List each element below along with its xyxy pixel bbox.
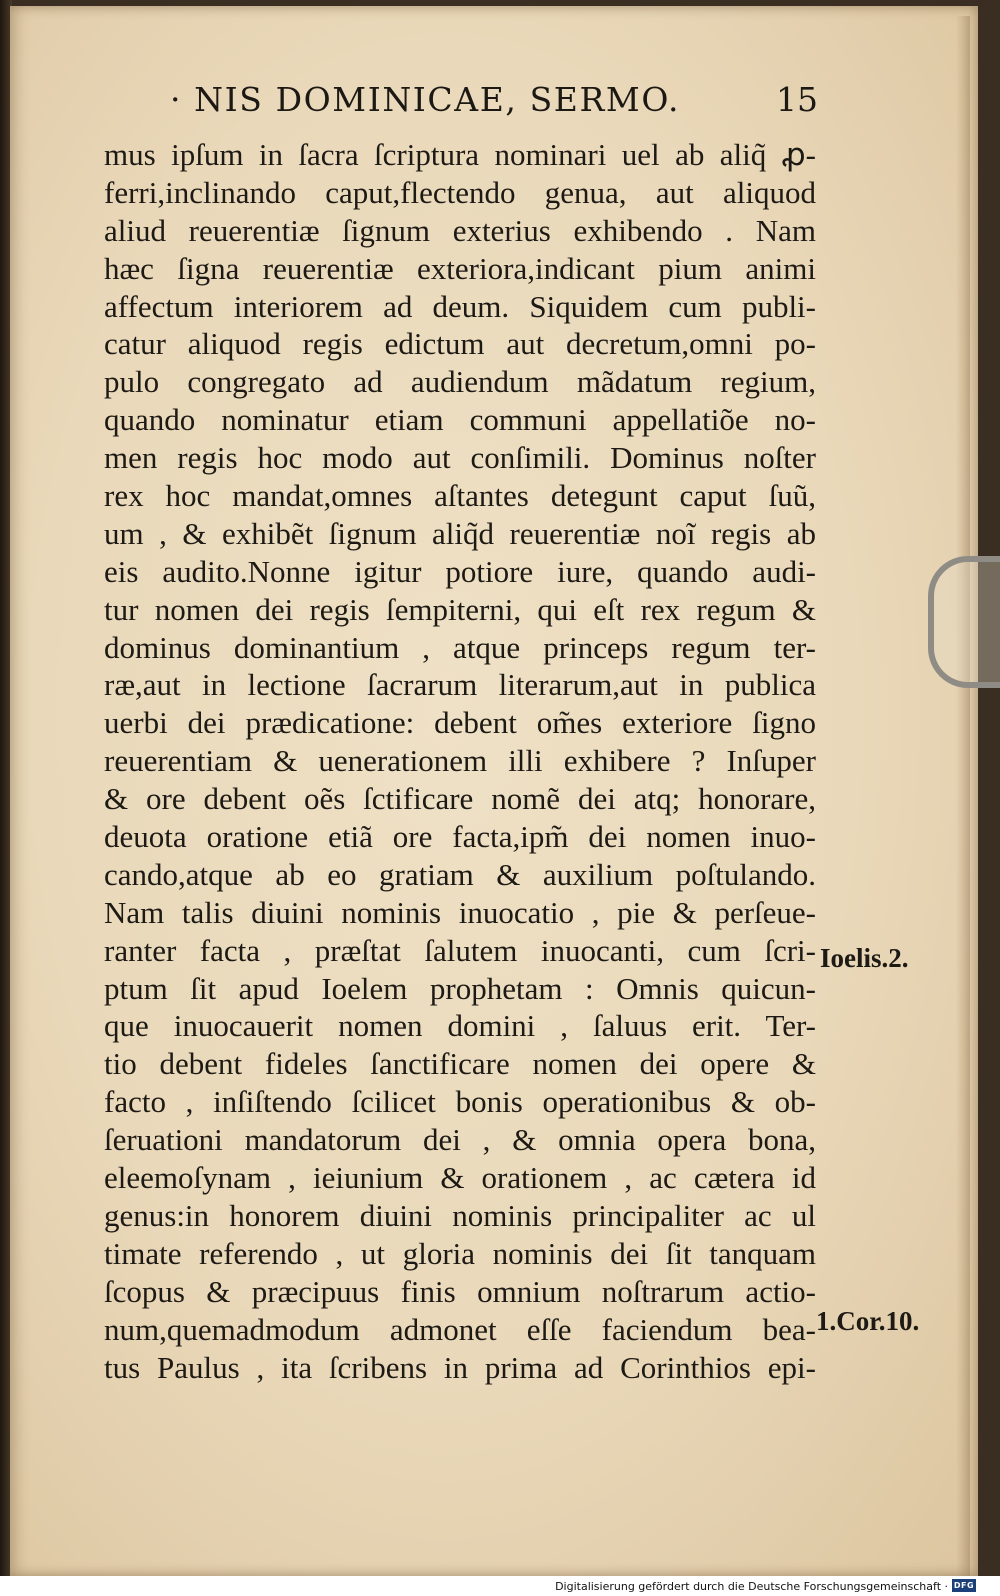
text-line: catur aliquod regis edictum aut decretum,omni po- (104, 326, 816, 362)
page-fore-edge-shadow (956, 16, 970, 1576)
text-line: pulo congregato ad audiendum mãdatum regium, (104, 364, 816, 400)
folio-number: 15 (776, 80, 818, 119)
text-line: rex hoc mandat,omnes aſtantes detegunt caput ſuũ, (104, 478, 816, 514)
text-line: mus ipſum in ſacra ſcriptura nominari uel ab aliq̃ ꝓ- (104, 137, 816, 172)
page-clip (928, 556, 1000, 688)
text-line: affectum interiorem ad deum. Siquidem cum publi- (104, 288, 816, 324)
text-line: tur nomen dei regis ſempiterni, qui eſt rex regum & (104, 591, 816, 627)
text-line: cando,atque ab eo gratiam & auxilium poſtulando. (104, 856, 816, 892)
text-line: eleemoſynam , ieiunium & orationem , ac cætera id (104, 1160, 816, 1196)
text-line: reuerentiam & uenerationem illi exhibere ? Inſuper (104, 743, 816, 779)
text-line: ræ,aut in lectione ſacrarum literarum,aut in publica (104, 667, 816, 703)
text-line: uerbi dei prædicatione: debent om̃es exteriore ſigno (104, 705, 816, 741)
text-line: ranter facta , præſtat ſalutem inuocanti, cum ſcri- (104, 932, 816, 968)
text-line: eis audito.Nonne igitur potiore iure, quando audi- (104, 553, 816, 589)
text-line: ſeruationi mandatorum dei , & omnia opera bona, (104, 1122, 816, 1158)
text-line: um , & exhibẽt ſignum aliq̃d reuerentiæ noĩ regis ab (104, 515, 816, 551)
text-line: deuota oratione etiã ore facta,ipm̃ dei nomen inuo- (104, 819, 816, 855)
digitization-credit: Digitalisierung gefördert durch die Deutsche Forschungsgemeinschaft · (555, 1580, 948, 1593)
text-line: facto , inſiſtendo ſcilicet bonis operationibus & ob- (104, 1084, 816, 1120)
marginal-note-corinthians: 1.Cor.10. (816, 1306, 920, 1336)
text-line: men regis hoc modo aut conſimili. Dominus noſter (104, 440, 816, 476)
text-line: ptum ſit apud Ioelem prophetam : Omnis quicun- (104, 970, 816, 1006)
text-line: dominus dominantium , atque princeps regum ter- (104, 629, 816, 665)
text-line: ſcopus & præcipuus finis omnium noſtrarum actio- (104, 1273, 816, 1309)
text-line: que inuocauerit nomen domini , ſaluus erit. Ter- (104, 1008, 816, 1044)
text-line: hæc ſigna reuerentiæ exteriora,indicant pium animi (104, 250, 816, 286)
text-line: timate referendo , ut gloria nominis dei ſit tanquam (104, 1235, 816, 1271)
text-line: aliud reuerentiæ ſignum exterius exhibendo . Nam (104, 212, 816, 248)
text-line: Nam talis diuini nominis inuocatio , pie & perſeue- (104, 894, 816, 930)
running-title: · NIS DOMINICAE, SERMO. (170, 80, 681, 119)
text-line: num,quemadmodum admonet eſſe faciendum bea- (104, 1311, 816, 1347)
dfg-logo-icon: DFG (953, 1581, 975, 1590)
text-line: tio debent fideles ſanctificare nomen dei opere & (104, 1046, 816, 1082)
text-line: ferri,inclinando caput,flectendo genua, aut aliquod (104, 174, 816, 210)
text-line: genus:in honorem diuini nominis principaliter ac ul (104, 1197, 816, 1233)
main-text-block (104, 136, 816, 1386)
text-line: quando nominatur etiam communi appellatiõe no- (104, 402, 816, 438)
text-line: tus Paulus , ita ſcribens in prima ad Corinthios epi- (104, 1349, 816, 1385)
marginal-note-ioel: Ioelis.2. (820, 943, 909, 973)
text-line: & ore debent oẽs ſctificare nomẽ dei atq; honorare, (104, 781, 816, 817)
